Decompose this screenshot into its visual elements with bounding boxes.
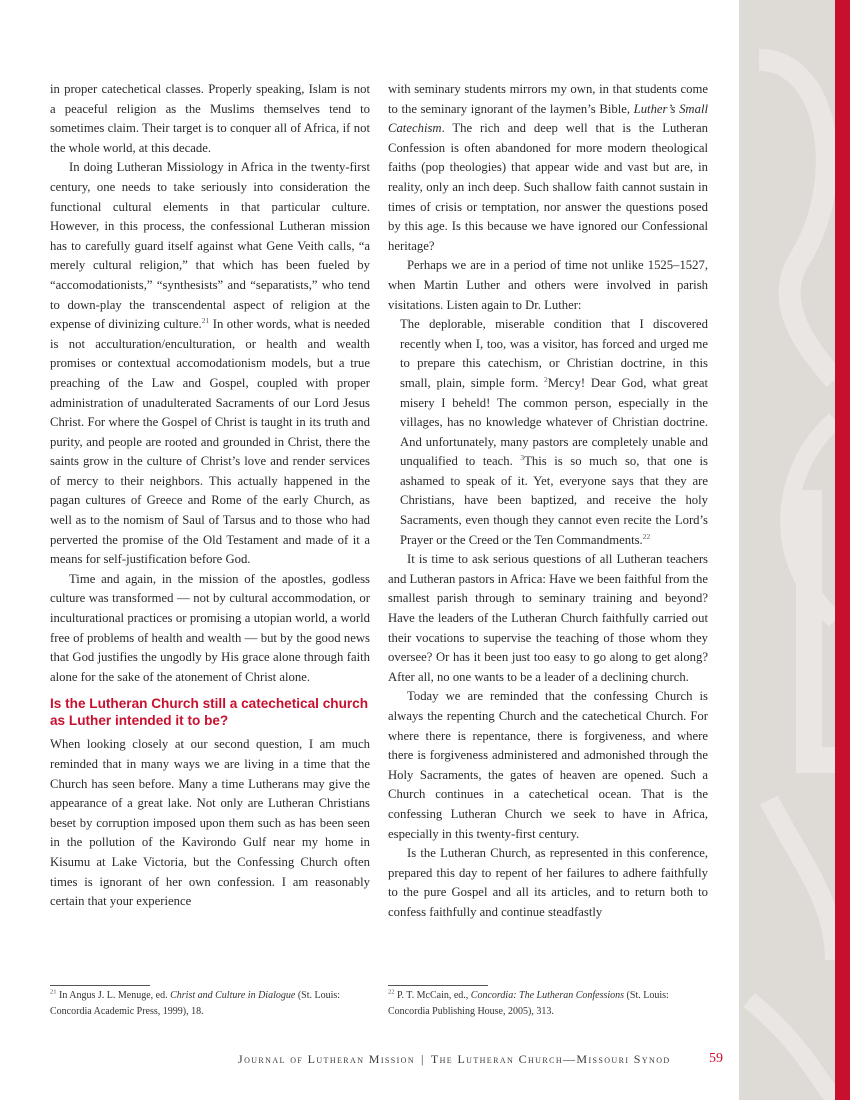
cited-title: Christ and Culture in Dialogue [170,990,296,1001]
book-title: Luther’s Small Catechism [388,101,708,136]
paragraph: Time and again, in the mission of the apostles, godless culture was transformed — not by cultural accommodation, or inculturational practices or promising a utopian world, a world free of problems of health and wealth — but by the good news that God justifies the ungodly by His grace alone through faith alone for the sake of the atonement of Christ alone. [50,571,370,684]
left-column [50,80,370,912]
section-heading: Is the Lutheran Church still a catechetical church as Luther intended it to be? [50,696,369,729]
decorative-side-band [739,0,835,1100]
footnote-part: In Angus J. L. Menuge, ed. [56,990,171,1001]
page-number: 59 [709,1051,723,1066]
quote-text: The deplorable, miserable condition that I discovered recently when I, too, was a visitor, has forced and urged me to prepare this catechism, or Christian doctrine, in this small, plain, simple form. [400,317,708,390]
verse-number: 2 [544,374,548,384]
footnote-number: 22 [388,988,395,996]
paragraph: When looking closely at our second question, I am much reminded that in many ways we are living in a time that the Church has seen before. Many a time Lutherans may give the appearance of a great lake. Not only are Lutheran Christians beset by corruption imposed upon them such as has been seen in the pollution of the Kavirondo Gulf near my home in Kisumu at Lake Victoria, but the Confessing Church often times is ignorant of her own confession. I am reasonably certain that your experience [50,737,370,909]
footnote-text [50,988,372,1019]
footer-separator: | [421,1052,425,1066]
decorative-watermark-letters [739,0,835,1100]
footnote-part: (St. Louis: Concordia Academic Press, 1999), 18. [50,990,341,1017]
footnote-ref-21[interactable]: 21 [201,315,210,325]
paragraph-text: with seminary students mirrors my own, in that students come to the seminary ignorant of the laymen’s Bible, [388,82,708,116]
footnote-rule [388,985,488,986]
paragraph: in proper catechetical classes. Properly speaking, Islam is not a peaceful religion as the Muslims themselves tend to sometimes claim. Their target is to conquer all of Africa, if not the whole world, at this decade. [50,82,370,155]
verse-number: 3 [520,453,525,463]
cited-title: Concordia: The Lutheran Confessions [470,990,625,1001]
footnote-rule [50,985,150,986]
paragraph: It is time to ask serious questions of all Lutheran teachers and Lutheran pastors in Africa: Have we been faithful from the smallest parish through to seminary training and beyond? Have the leaders of the Lutheran Church faithfully carried out their vocations to supervise the teaching of those whom they oversee? Or has it been just too easy to go along to get along? After all, no one wants to be a leader of a declining church. [388,552,708,684]
block-quote [400,315,708,550]
footnote-part: (St. Louis: Concordia Publishing House, 2005), 313. [388,990,669,1017]
running-footer [238,1052,730,1067]
paragraph: Is the Lutheran Church, as represented in this conference, prepared this day to repent of her failures to adhere faithfully to the pure Gospel and all its articles, and to return both to confess faithfully and continue steadfastly [388,846,708,919]
paragraph-text: . The rich and deep well that is the Lutheran Confession is often abandoned for more modern theological faiths (pop theologies) that appear wide and vast but are, in reality, only an inch deep. Such shallow faith cannot sustain in times of crisis or temptation, nor answer the questions posed by this age. Is this because we have ignored our Confessional heritage? [388,121,708,253]
accent-red-stripe [835,0,850,1100]
publisher-name: The Lutheran Church—Missouri Synod [430,1052,671,1066]
footnote-22 [388,985,710,1019]
journal-name: Journal of Lutheran Mission [238,1052,416,1066]
paragraph-text: In doing Lutheran Missiology in Africa in the twenty-first century, one needs to take seriously into consideration the functional cultural elements in that particular culture. However, in this process, the confessional Lutheran mission has to carefully guard itself against what Gene Veith calls, “a merely cultural religion,” that which has been fueled by “accomodationists,” “synthesists” and “separatists,” who tend to down-play the transcendental aspect of religion at the expense of divinizing culture. [50,160,370,332]
quote-text: Mercy! Dear God, what great misery I beheld! The common person, especially in the villages, has no knowledge whatever of Christian doctrine. And unfortunately, many pastors are completely unable and unqualified to teach. [400,375,708,469]
footnote-21 [50,985,372,1019]
footnote-part: P. T. McCain, ed., [394,990,471,1001]
paragraph: Today we are reminded that the confessing Church is always the repenting Church and the catechetical Church. For where there is repentance, there is forgiveness, and where there is forgiveness administered and admonished through the Holy Sacraments, the gates of heaven are opened. Such a Church continues in a catechetical ocean. That is the confessing Lutheran Church we seek to have in Africa, especially in this twenty-first century. [388,689,708,841]
quote-text: This is so much so, that one is ashamed to speak of it. Yet, everyone says that they are Christians, have been baptized, and receive the holy Sacraments, even though they cannot even recite the Lord’s Prayer or the Creed or the Ten Commandments. [400,454,708,547]
paragraph-text: In other words, what is needed is not acculturation/enculturation, or health and wealth promises or contextual accomodationism models, but a true preaching of the Law and Gospel, coupled with proper administration of unadulterated Sacraments of our Lord Jesus Christ. For where the Gospel of Christ is taught in its truth and purity, and people are rooted and grounded in Christ, there the saints grow in the culture of Christ’s love and render services of mercy to their neighbors. This actually happened in the pagan cultures of Greece and Rome of the early Church, as well as to the nomism of Saul of Tarsus and to those who had perverted the promise of the Old Testament and made of it a means for self-justification before God. [50,317,371,567]
right-column [388,80,708,923]
paragraph [50,158,370,569]
footnote-text [388,988,710,1019]
footnote-number: 21 [50,988,57,996]
paragraph: Perhaps we are in a period of time not unlike 1525–1527, when Martin Luther and others were involved in parish visitations. Listen again to Dr. Luther: [388,258,708,312]
footnote-ref-22[interactable]: 22 [642,531,651,541]
paragraph [388,80,708,256]
